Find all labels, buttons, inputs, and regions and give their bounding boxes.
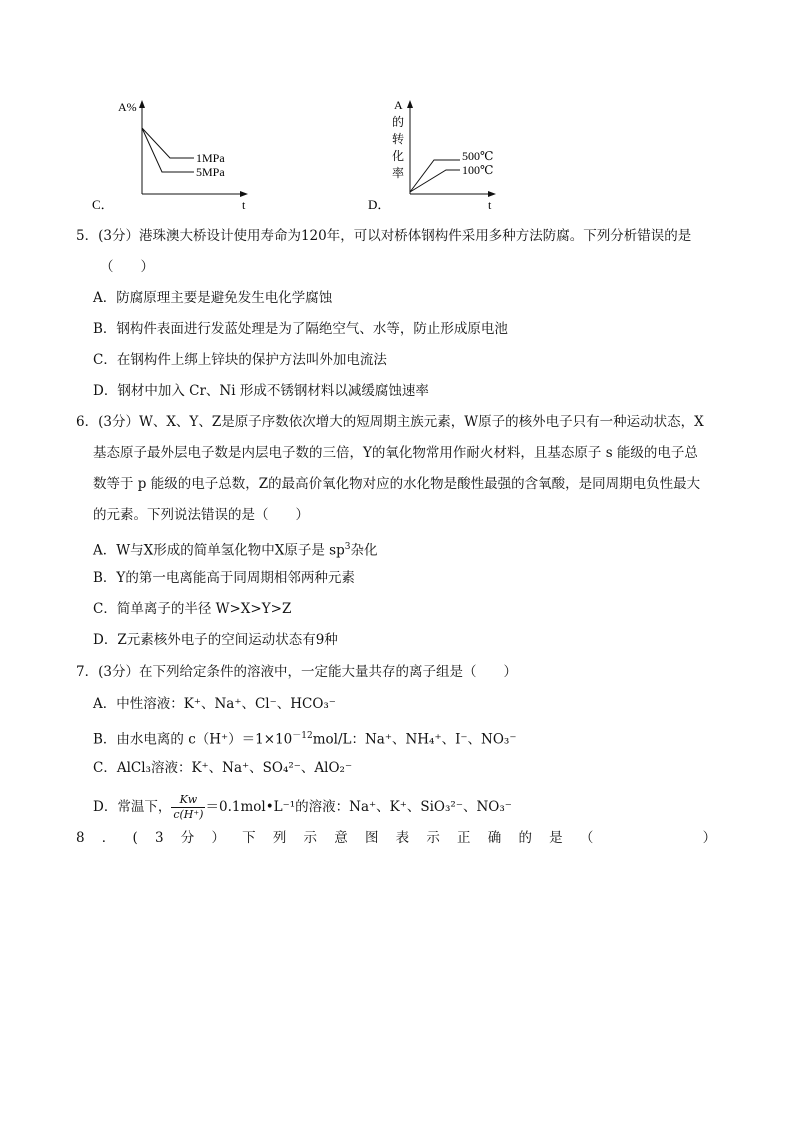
figure-c-ylabel: A% (118, 100, 137, 114)
figure-d-curve-100 (410, 170, 460, 192)
figure-c-option-label: C． (92, 197, 114, 212)
figure-c-label-1mpa: 1MPa (196, 151, 225, 165)
q5-option-d: D．钢材中加入 Cr、Ni 形成不锈钢材料以减缓腐蚀速率 (93, 383, 429, 399)
figure-c-curve-1mpa (142, 128, 194, 158)
q7-option-d-post: ＝0.1mol•L⁻¹的溶液：Na⁺、K⁺、SiO₃²⁻、NO₃⁻ (205, 799, 512, 815)
q7-stem: 7．(3分）在下列给定条件的溶液中，一定能大量共存的离子组是（ ） (76, 664, 517, 680)
figure-d-label-500: 500℃ (462, 149, 494, 163)
q6-option-a-text: A．W与X形成的简单氢化物中X原子是 sp (93, 542, 345, 559)
q6-option-a (93, 537, 377, 561)
figure-d-label-100: 100℃ (462, 163, 494, 177)
q6-option-c: C．简单离子的半径 W>X>Y>Z (93, 601, 292, 617)
q6-stem-line-3: 数等于 p 能级的电子总数，Z的最高价氧化物对应的水化物是酸性最强的含氧酸，是同周期电负性最大 (93, 476, 701, 492)
q7-option-b-pre: B．由水电离的 c（H⁺）＝1×10 (93, 731, 293, 748)
q5-option-c: C．在钢构件上绑上锌块的保护方法叫外加电流法 (93, 352, 387, 368)
figure-d-ylabel-4: 率 (392, 166, 405, 180)
figure-c-y-arrow (139, 100, 145, 108)
q7-option-d-numerator: Kw (171, 793, 205, 808)
q6-stem-line-4: 的元素。下列说法错误的是（ ） (93, 507, 309, 523)
figure-d-conversion-graph (364, 96, 524, 216)
q7-option-a: A．中性溶液：K⁺、Na⁺、Cl⁻、HCO₃⁻ (93, 696, 336, 712)
figure-c-pressure-graph (86, 96, 266, 216)
q7-option-d-pre: D．常温下， (93, 799, 172, 815)
q7-option-b (93, 726, 516, 750)
figure-d-ylabel-3: 化 (392, 149, 405, 163)
q7-option-d (93, 789, 512, 825)
figure-c-label-5mpa: 5MPa (196, 165, 225, 179)
q7-option-b-post: mol/L：Na⁺、NH₄⁺、I⁻、NO₃⁻ (312, 731, 517, 748)
figure-d-x-arrow (488, 191, 496, 197)
q7-option-d-fraction (171, 793, 205, 822)
q6-option-b: B．Y的第一电离能高于同周期相邻两种元素 (93, 570, 355, 586)
q6-option-a-post: 杂化 (350, 542, 378, 559)
q5-option-a: A．防腐原理主要是避免发生电化学腐蚀 (93, 290, 333, 306)
q6-stem-line-1: 6．(3分）W、X、Y、Z是原子序数依次增大的短周期主族元素，W原子的核外电子只有一种运动状态，X (76, 414, 704, 430)
q8-stem: 8．(3分）下列示意图表示正确的是（ ） (76, 830, 734, 846)
figure-d-option-label: D． (368, 197, 391, 212)
q6-option-a-sup: 3 (344, 542, 351, 552)
figure-d-xlabel: t (488, 198, 492, 212)
q7-option-b-exp: －12 (292, 731, 313, 741)
figure-d-ylabel-1: 的 (392, 115, 405, 129)
figure-c-x-arrow (240, 191, 248, 197)
figure-d-y-arrow (407, 100, 413, 108)
figure-c-xlabel: t (242, 198, 246, 212)
figure-d-ylabel-0: A (394, 98, 403, 112)
q5-stem: 5．(3分）港珠澳大桥设计使用寿命为120年，可以对桥体钢构件采用多种方法防腐。下列分析错误的是 (76, 228, 692, 244)
q6-option-d: D．Z元素核外电子的空间运动状态有9种 (93, 632, 338, 648)
q5-option-b: B．钢构件表面进行发蓝处理是为了隔绝空气、水等，防止形成原电池 (93, 321, 508, 337)
q5-blank: （ ） (100, 259, 154, 275)
figure-d-ylabel-2: 转 (392, 132, 405, 146)
q7-option-c: C．AlCl₃溶液：K⁺、Na⁺、SO₄²⁻、AlO₂⁻ (93, 760, 353, 776)
figure-c-curve-5mpa (142, 128, 194, 172)
q7-option-d-denominator: c(H⁺) (173, 808, 204, 821)
q6-stem-line-2: 基态原子最外层电子数是内层电子数的三倍，Y的氧化物常用作耐火材料，且基态原子 s 能级的电子总 (93, 445, 698, 461)
